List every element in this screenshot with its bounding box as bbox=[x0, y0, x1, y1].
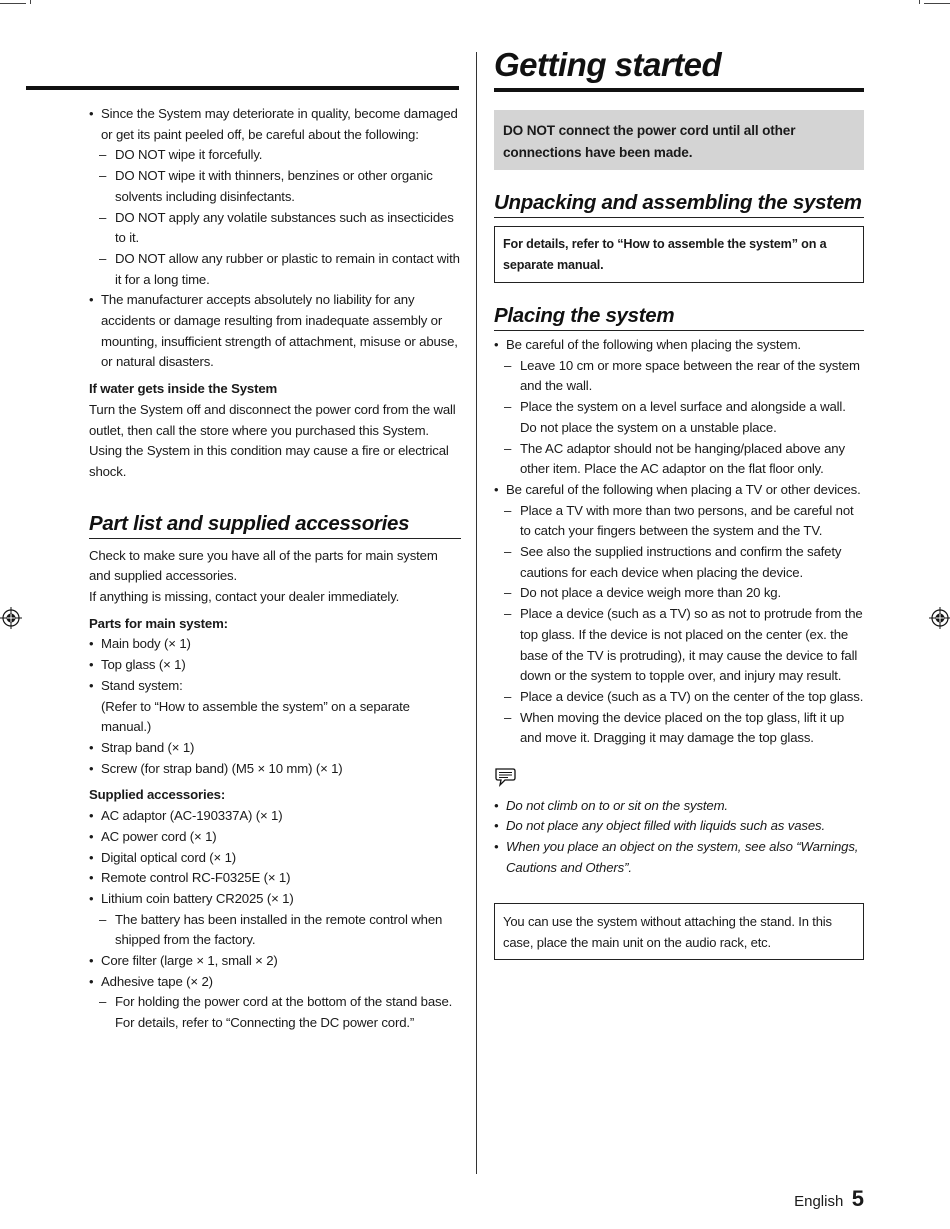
sub-list-item: – Place a device (such as a TV) on the center of the top glass. bbox=[494, 687, 864, 708]
list-item-text: • Stand system: bbox=[101, 677, 183, 693]
placing-section-title: Placing the system bbox=[494, 303, 864, 331]
page-title: Getting started bbox=[494, 46, 722, 83]
list-item-text: • Screw (for strap band) (M5 × 10 mm) (× 1) bbox=[101, 760, 343, 776]
list-item-text: • Be careful of the following when placing a TV or other devices. bbox=[506, 481, 861, 497]
sub-list-item: – DO NOT allow any rubber or plastic to remain in contact with it for a long time. bbox=[89, 249, 461, 290]
list-item bbox=[494, 335, 864, 480]
list-item-text: • Main body (× 1) bbox=[101, 636, 191, 652]
stand-note-box: You can use the system without attaching the stand. In this case, place the main unit on the audio rack, etc. bbox=[494, 903, 864, 960]
parts-intro: Check to make sure you have all of the parts for main system and supplied accessories. bbox=[89, 547, 438, 584]
crop-mark bbox=[30, 0, 31, 4]
list-item-text: • Since the System may deteriorate in quality, become damaged or get its paint peeled off, be careful about the following: bbox=[101, 106, 458, 142]
assembly-reference-box: For details, refer to “How to assemble the system” on a separate manual. bbox=[494, 226, 864, 283]
sub-list-item: – The battery has been installed in the remote control when shipped from the factory. bbox=[89, 910, 461, 951]
list-item bbox=[89, 951, 461, 972]
sub-list-item: – DO NOT wipe it with thinners, benzines or other organic solvents including disinfectants. bbox=[89, 166, 461, 207]
main-parts-list bbox=[89, 634, 461, 779]
list-item-text: • The manufacturer accepts absolutely no liability for any accidents or damage resulting from inadequate assembly or mounting, insufficient strength of attachment, misuse or abuse, or natural disasters. bbox=[101, 292, 458, 370]
sub-list bbox=[89, 145, 461, 290]
note-item: • Do not climb on to or sit on the system. bbox=[494, 796, 864, 817]
list-item-text: • Digital optical cord (× 1) bbox=[101, 849, 236, 865]
sub-list bbox=[89, 992, 461, 1033]
sub-list bbox=[89, 910, 461, 951]
placing-list bbox=[494, 335, 864, 749]
registration-mark-icon bbox=[929, 607, 950, 629]
title-rule bbox=[494, 88, 864, 92]
parts-section-title: Part list and supplied accessories bbox=[89, 511, 461, 539]
page-number: 5 bbox=[851, 1186, 864, 1211]
list-item-text: • Top glass (× 1) bbox=[101, 657, 186, 673]
water-heading: If water gets inside the System bbox=[89, 381, 278, 397]
list-item bbox=[89, 738, 461, 759]
list-item bbox=[494, 480, 864, 749]
list-item-text: • Strap band (× 1) bbox=[101, 739, 195, 755]
sub-list-item: – The AC adaptor should not be hanging/placed above any other item. Place the AC adaptor on the flat floor only. bbox=[494, 439, 864, 480]
sub-list-item: – For holding the power cord at the bottom of the stand base. For details, refer to “Connecting the DC power cord.” bbox=[89, 992, 461, 1033]
sub-list bbox=[494, 501, 864, 749]
list-item bbox=[89, 759, 461, 780]
note-item: • When you place an object on the system, see also “Warnings, Cautions and Others”. bbox=[494, 837, 864, 878]
crop-mark bbox=[0, 3, 26, 4]
footer-language: English bbox=[794, 1193, 844, 1210]
sub-list-item: – Place a TV with more than two persons, and be careful not to catch your fingers between the system and the TV. bbox=[494, 501, 864, 542]
list-item-text: • Core filter (large × 1, small × 2) bbox=[101, 953, 278, 969]
sub-list bbox=[494, 356, 864, 480]
list-item-text: • Remote control RC-F0325E (× 1) bbox=[101, 870, 291, 886]
column-divider bbox=[476, 52, 477, 1174]
main-parts-heading: Parts for main system: bbox=[89, 615, 228, 631]
water-text: Turn the System off and disconnect the power cord from the wall outlet, then call the store where you purchased this System. Using the System in this condition may cause a fire or electrical shock. bbox=[89, 401, 456, 479]
top-rule bbox=[26, 86, 459, 90]
list-item bbox=[89, 868, 461, 889]
accessories-heading: Supplied accessories: bbox=[89, 787, 226, 803]
notes-list bbox=[494, 796, 864, 879]
accessories-list bbox=[89, 806, 461, 1034]
list-item bbox=[89, 634, 461, 655]
power-cord-warning: DO NOT connect the power cord until all other connections have been made. bbox=[494, 110, 864, 170]
crop-mark bbox=[924, 3, 950, 4]
sub-list-item: – DO NOT wipe it forcefully. bbox=[89, 145, 461, 166]
list-item bbox=[89, 655, 461, 676]
caution-list bbox=[89, 104, 461, 373]
list-item-text: • Adhesive tape (× 2) bbox=[101, 973, 213, 989]
list-item bbox=[89, 104, 461, 290]
left-column bbox=[89, 104, 461, 1034]
list-item-text: • AC power cord (× 1) bbox=[101, 828, 217, 844]
list-item-text: • Lithium coin battery CR2025 (× 1) bbox=[101, 890, 294, 906]
unpack-section-title: Unpacking and assembling the system bbox=[494, 190, 864, 218]
sub-list-item: – Do not place a device weigh more than 20 kg. bbox=[494, 583, 864, 604]
list-item bbox=[89, 889, 461, 951]
note-item: • Do not place any object filled with liquids such as vases. bbox=[494, 816, 864, 837]
sub-list-item: – Place the system on a level surface and alongside a wall. Do not place the system on a unstable place. bbox=[494, 397, 864, 438]
list-item bbox=[89, 972, 461, 1034]
registration-mark-icon bbox=[0, 607, 22, 629]
right-column bbox=[494, 44, 864, 960]
parts-intro-missing: If anything is missing, contact your dealer immediately. bbox=[89, 589, 400, 605]
list-item bbox=[89, 806, 461, 827]
page-footer bbox=[794, 1186, 864, 1212]
list-item-text: • AC adaptor (AC-190337A) (× 1) bbox=[101, 808, 283, 824]
crop-mark bbox=[919, 0, 920, 4]
sub-list-item: – DO NOT apply any volatile substances such as insecticides to it. bbox=[89, 208, 461, 249]
list-item-continuation: (Refer to “How to assemble the system” on a separate manual.) bbox=[101, 698, 410, 735]
list-item bbox=[89, 676, 461, 738]
list-item-text: • Be careful of the following when placing the system. bbox=[506, 337, 801, 352]
list-item bbox=[89, 827, 461, 848]
list-item bbox=[89, 848, 461, 869]
note-icon bbox=[494, 767, 516, 787]
list-item bbox=[89, 290, 461, 373]
sub-list-item: – See also the supplied instructions and confirm the safety cautions for each device when placing the device. bbox=[494, 542, 864, 583]
sub-list-item: – Leave 10 cm or more space between the rear of the system and the wall. bbox=[494, 356, 864, 397]
sub-list-item: – Place a device (such as a TV) so as not to protrude from the top glass. If the device is not placed on the center (ex. the base of the TV is protruding), it may cause the device to fall down or the system to topple over, and injury may result. bbox=[494, 604, 864, 687]
sub-list-item: – When moving the device placed on the top glass, lift it up and move it. Dragging it may damage the top glass. bbox=[494, 708, 864, 749]
